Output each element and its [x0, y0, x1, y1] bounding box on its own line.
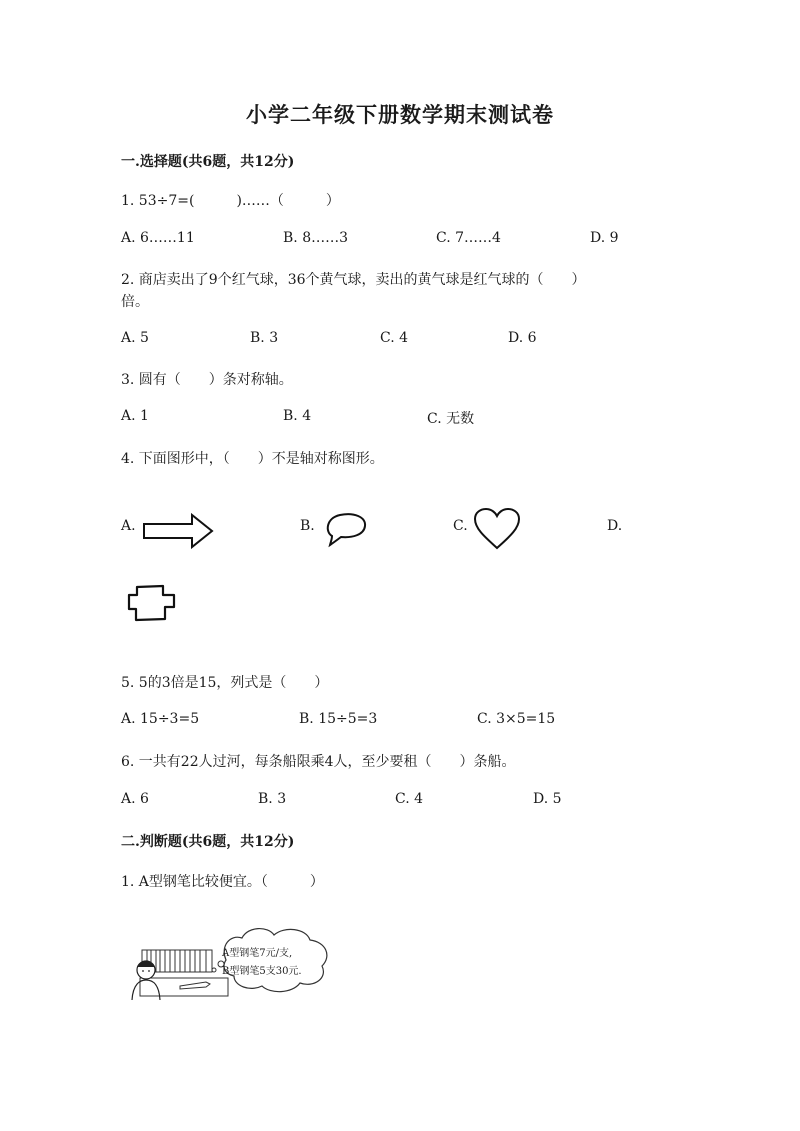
q5-option-a[interactable]: A. 15÷3=5: [121, 711, 200, 727]
q4-option-d[interactable]: D.: [607, 518, 623, 534]
question-4-text: 4. 下面图形中，（ ）不是轴对称图形。: [121, 451, 384, 467]
q2-option-c[interactable]: C. 4: [380, 330, 409, 346]
q5-option-c[interactable]: C. 3×5=15: [477, 711, 556, 727]
q6-option-d[interactable]: D. 5: [533, 791, 562, 807]
q1-option-c[interactable]: C. 7……4: [436, 230, 501, 246]
arrow-shape-icon: [140, 512, 218, 550]
q3-option-b[interactable]: B. 4: [283, 408, 312, 424]
q4-option-c[interactable]: C.: [453, 518, 468, 534]
q2-option-d[interactable]: D. 6: [508, 330, 537, 346]
q3-option-a[interactable]: A. 1: [121, 408, 149, 424]
section-heading-judgment: 二.判断题(共6题，共12分): [121, 834, 295, 850]
page-title: 小学二年级下册数学期末测试卷: [246, 102, 554, 127]
cross-shape-icon: [127, 583, 177, 623]
q6-option-b[interactable]: B. 3: [258, 791, 287, 807]
question-6-text: 6. 一共有22人过河，每条船限乘4人，至少要租（ ）条船。: [121, 754, 516, 770]
q6-option-a[interactable]: A. 6: [121, 791, 149, 807]
q2-option-b[interactable]: B. 3: [250, 330, 279, 346]
bubble-text-b: B型钢笔5支30元.: [222, 966, 302, 977]
question-3-text: 3. 圆有（ ）条对称轴。: [121, 372, 293, 388]
question-2-text-cont: 倍。: [121, 294, 149, 310]
q3-option-c[interactable]: C. 无数: [427, 411, 475, 427]
question-2-text: 2. 商店卖出了9个红气球，36个黄气球，卖出的黄气球是红气球的（ ）: [121, 272, 586, 288]
q5-option-b[interactable]: B. 15÷5=3: [299, 711, 378, 727]
q4-option-a[interactable]: A.: [121, 518, 136, 534]
q1-option-d[interactable]: D. 9: [590, 230, 619, 246]
q2-option-a[interactable]: A. 5: [121, 330, 149, 346]
q6-option-c[interactable]: C. 4: [395, 791, 424, 807]
q1-option-a[interactable]: A. 6……11: [121, 230, 195, 246]
bubble-text-a: A型钢笔7元/支,: [222, 948, 293, 959]
heart-shape-icon: [472, 507, 522, 551]
speech-bubble-shape-icon: [324, 512, 369, 548]
q4-option-b[interactable]: B.: [300, 518, 315, 534]
judgment-question-1-text: 1. A型钢笔比较便宜。（ ）: [121, 874, 324, 890]
section-heading-choice: 一.选择题(共6题，共12分): [121, 154, 295, 170]
question-1-text: 1. 53÷7=( )……（ ）: [121, 193, 340, 209]
q1-option-b[interactable]: B. 8……3: [283, 230, 349, 246]
pen-price-illustration: [122, 920, 342, 1005]
question-5-text: 5. 5的3倍是15，列式是（ ）: [121, 675, 329, 691]
